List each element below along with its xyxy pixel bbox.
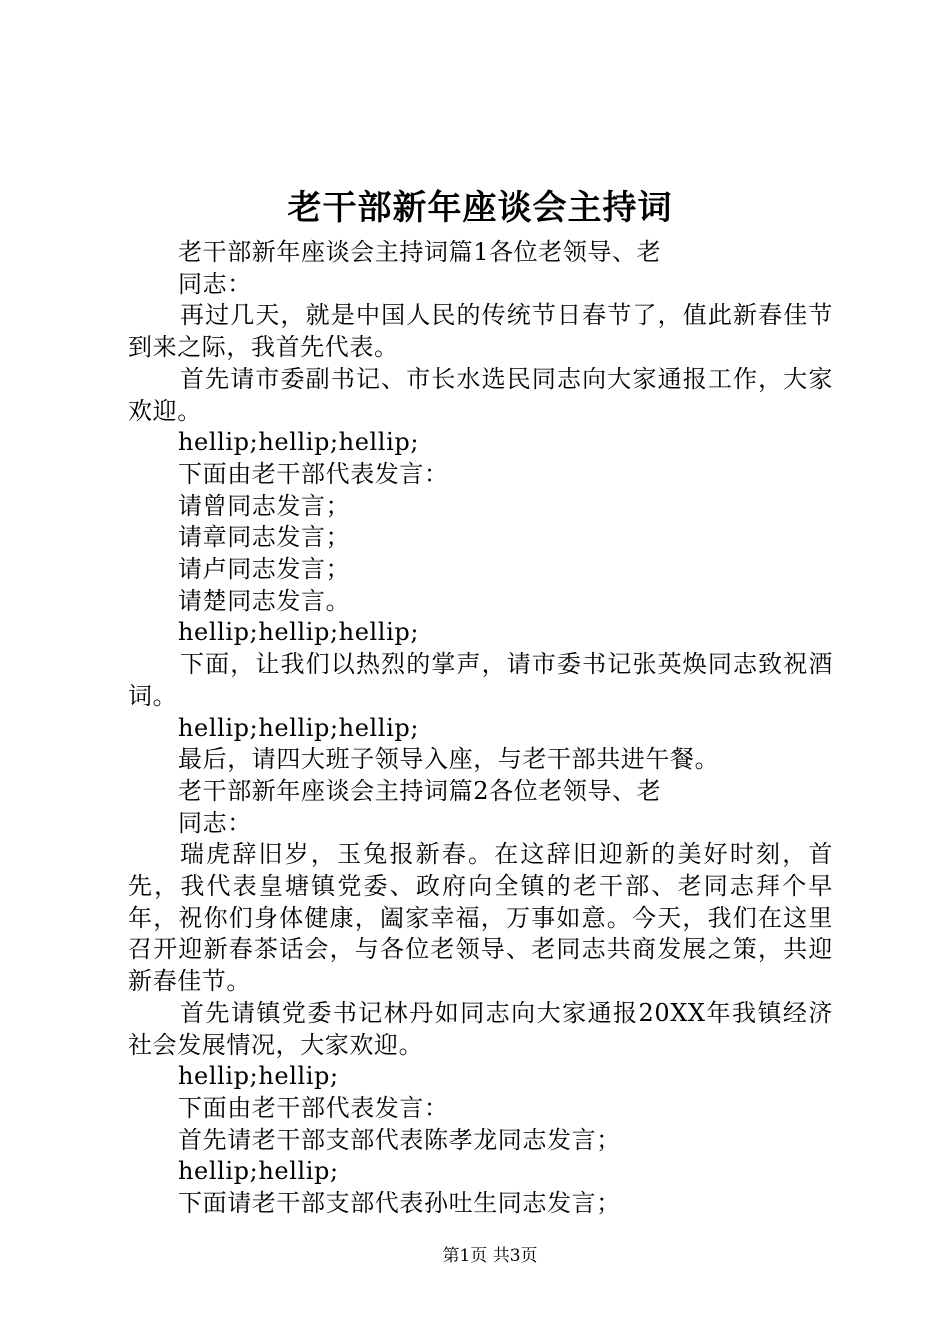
paragraph: 首先请镇党委书记林丹如同志向大家通报20XX年我镇经济社会发展情况，大家欢迎。 — [128, 998, 833, 1059]
paragraph: 瑞虎辞旧岁，玉兔报新春。在这辞旧迎新的美好时刻，首先，我代表皇塘镇党委、政府向全镇的老干部、老同志拜个早年，祝你们身体健康，阖家幸福，万事如意。今天，我们在这里召开迎新春茶话会，与各位老领导、老同志共商发展之策，共迎新春佳节。 — [128, 840, 833, 996]
paragraph: 老干部新年座谈会主持词篇1各位老领导、老 — [178, 238, 662, 266]
paragraph: 请曾同志发言； — [178, 491, 351, 520]
paragraph: 下面，让我们以热烈的掌声，请市委书记张英焕同志致祝酒词。 — [128, 650, 833, 710]
paragraph: 下面请老干部支部代表孙吐生同志发言； — [178, 1189, 621, 1218]
paragraph: 首先请市委副书记、市长水选民同志向大家通报工作，大家欢迎。 — [128, 364, 833, 425]
paragraph: 下面由老干部代表发言： — [178, 1093, 449, 1122]
paragraph: 请卢同志发言； — [178, 555, 351, 584]
paragraph: 同志： — [178, 808, 252, 837]
document-title: 老干部新年座谈会主持词 — [287, 188, 673, 228]
paragraph: 再过几天，就是中国人民的传统节日春节了，值此新春佳节到来之际，我首先代表。 — [128, 301, 833, 362]
paragraph: 请章同志发言； — [178, 523, 351, 552]
paragraph: 首先请老干部支部代表陈孝龙同志发言； — [178, 1125, 621, 1154]
paragraph: 最后，请四大班子领导入座，与老干部共进午餐。 — [178, 745, 720, 774]
paragraph: 下面由老干部代表发言： — [178, 459, 449, 488]
paragraph: 同志： — [178, 269, 252, 298]
paragraph: hellip;hellip; — [178, 1062, 339, 1091]
paragraph: 请楚同志发言。 — [178, 586, 351, 615]
paragraph: 老干部新年座谈会主持词篇2各位老领导、老 — [178, 776, 662, 805]
paragraph: hellip;hellip;hellip; — [178, 713, 420, 742]
paragraph: hellip;hellip; — [178, 1157, 339, 1186]
paragraph: hellip;hellip;hellip; — [178, 428, 420, 457]
paragraph: hellip;hellip;hellip; — [178, 618, 420, 647]
document-body — [128, 237, 833, 1220]
page-footer: 第1页 共3页 — [442, 1246, 538, 1266]
